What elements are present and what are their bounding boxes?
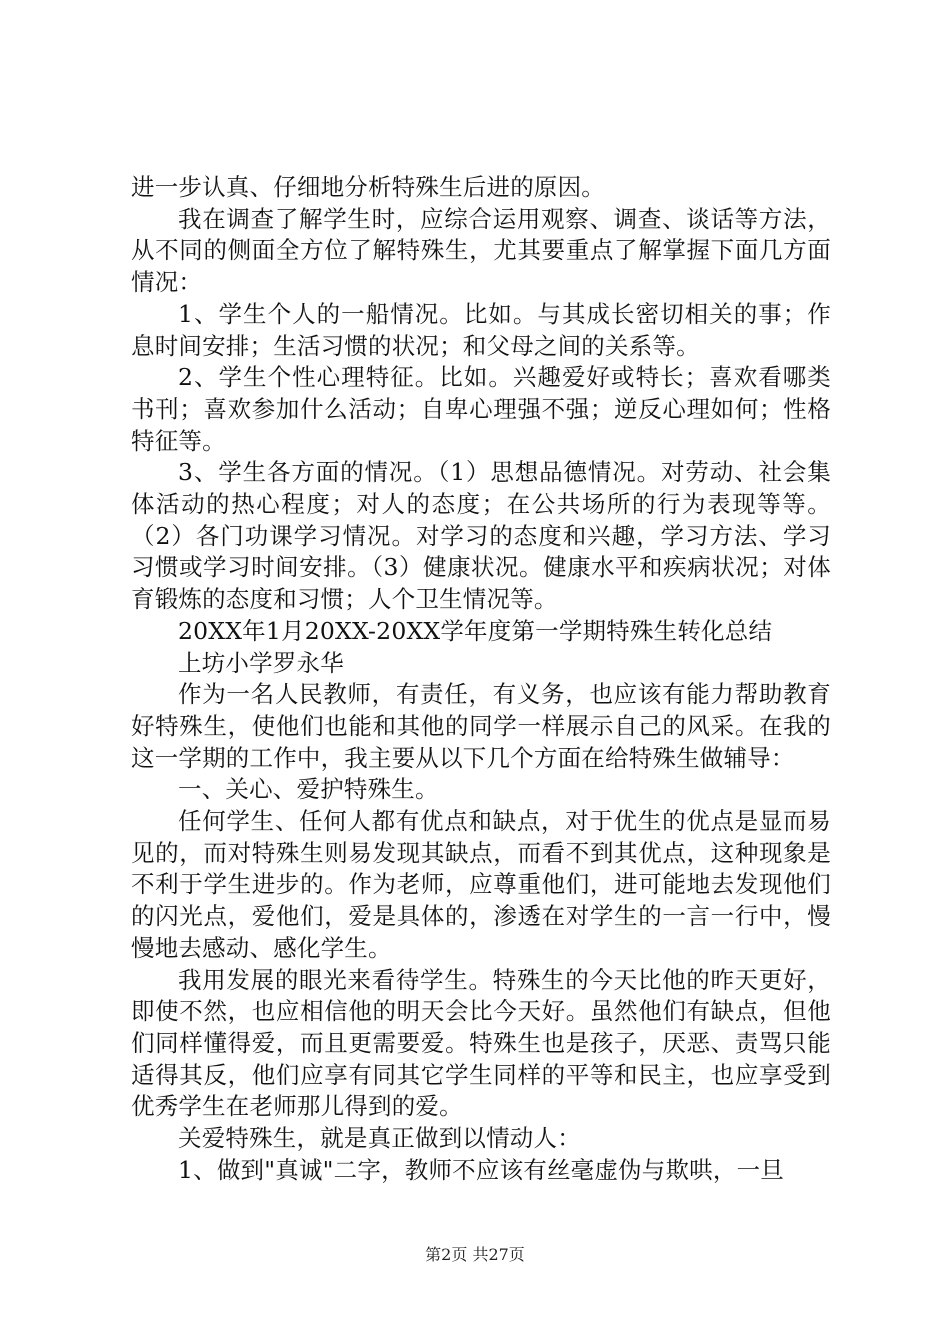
paragraph-1: 进一步认真、仔细地分析特殊生后进的原因。: [131, 173, 605, 201]
paragraph-4: 2、学生个性心理特征。比如。兴趣爱好或特长；喜欢看哪类书刊；喜欢参加什么活动；自卑心理强不强；逆反心理如何；性格特征等。: [131, 363, 831, 455]
paragraph-8: 作为一名人民教师，有责任，有义务，也应该有能力帮助教育好特殊生，使他们也能和其他的同学一样展示自己的风采。在我的这一学期的工作中，我主要从以下几个方面在给特殊生做辅导：: [131, 680, 831, 772]
paragraph-2: 我在调查了解学生时，应综合运用观察、调查、谈话等方法，从不同的侧面全方位了解特殊生，尤其要重点了解掌握下面几方面情况：: [131, 204, 831, 297]
paragraph-3: 1、学生个人的一船情况。比如。与其成长密切相关的事；作息时间安排；生活习惯的状况；和父母之间的关系等。: [131, 299, 831, 360]
paragraph-11: 我用发展的眼光来看待学生。特殊生的今天比他的昨天更好，即使不然，也应相信他的明天会比今天好。虽然他们有缺点，但他们同样懂得爱，而且更需要爱。特殊生也是孩子，厌恶、责骂只能适得其反，他们应享有同其它学生同样的平等和民主，也应享受到优秀学生在老师那儿得到的爱。: [131, 965, 831, 1121]
document-body: [131, 172, 831, 1187]
paragraph-12: 关爱特殊生，就是真正做到以情动人：: [178, 1124, 581, 1153]
paragraph-13: 1、做到"真诚"二字，教师不应该有丝毫虚伪与欺哄，一旦: [178, 1155, 784, 1184]
document-title-line: 20XX年1月20XX-20XX学年度第一学期特殊生转化总结: [178, 616, 773, 645]
page-number-footer: 第2页 共27页: [425, 1245, 525, 1264]
paragraph-10: 任何学生、任何人都有优点和缺点，对于优生的优点是显而易见的，而对特殊生则易发现其缺点，而看不到其优点，这种现象是不利于学生进步的。作为老师，应尊重他们，进可能地去发现他们的闪光点，爱他们，爱是具体的，渗透在对学生的一言一行中，慢慢地去感动、感化学生。: [131, 807, 831, 962]
paragraph-5: 3、学生各方面的情况。（1）思想品德情况。对劳动、社会集体活动的热心程度；对人的态度；在公共场所的行为表现等等。（2）各门功课学习情况。对学习的态度和兴趣，学习方法、学习习惯或学习时间安排。（3）健康状况。健康水平和疾病状况；对体育锻炼的态度和习惯；人个卫生情况等。: [131, 458, 831, 614]
author-line: 上坊小学罗永华: [178, 648, 344, 677]
section-heading-1: 一、关心、爱护特殊生。: [178, 775, 439, 804]
